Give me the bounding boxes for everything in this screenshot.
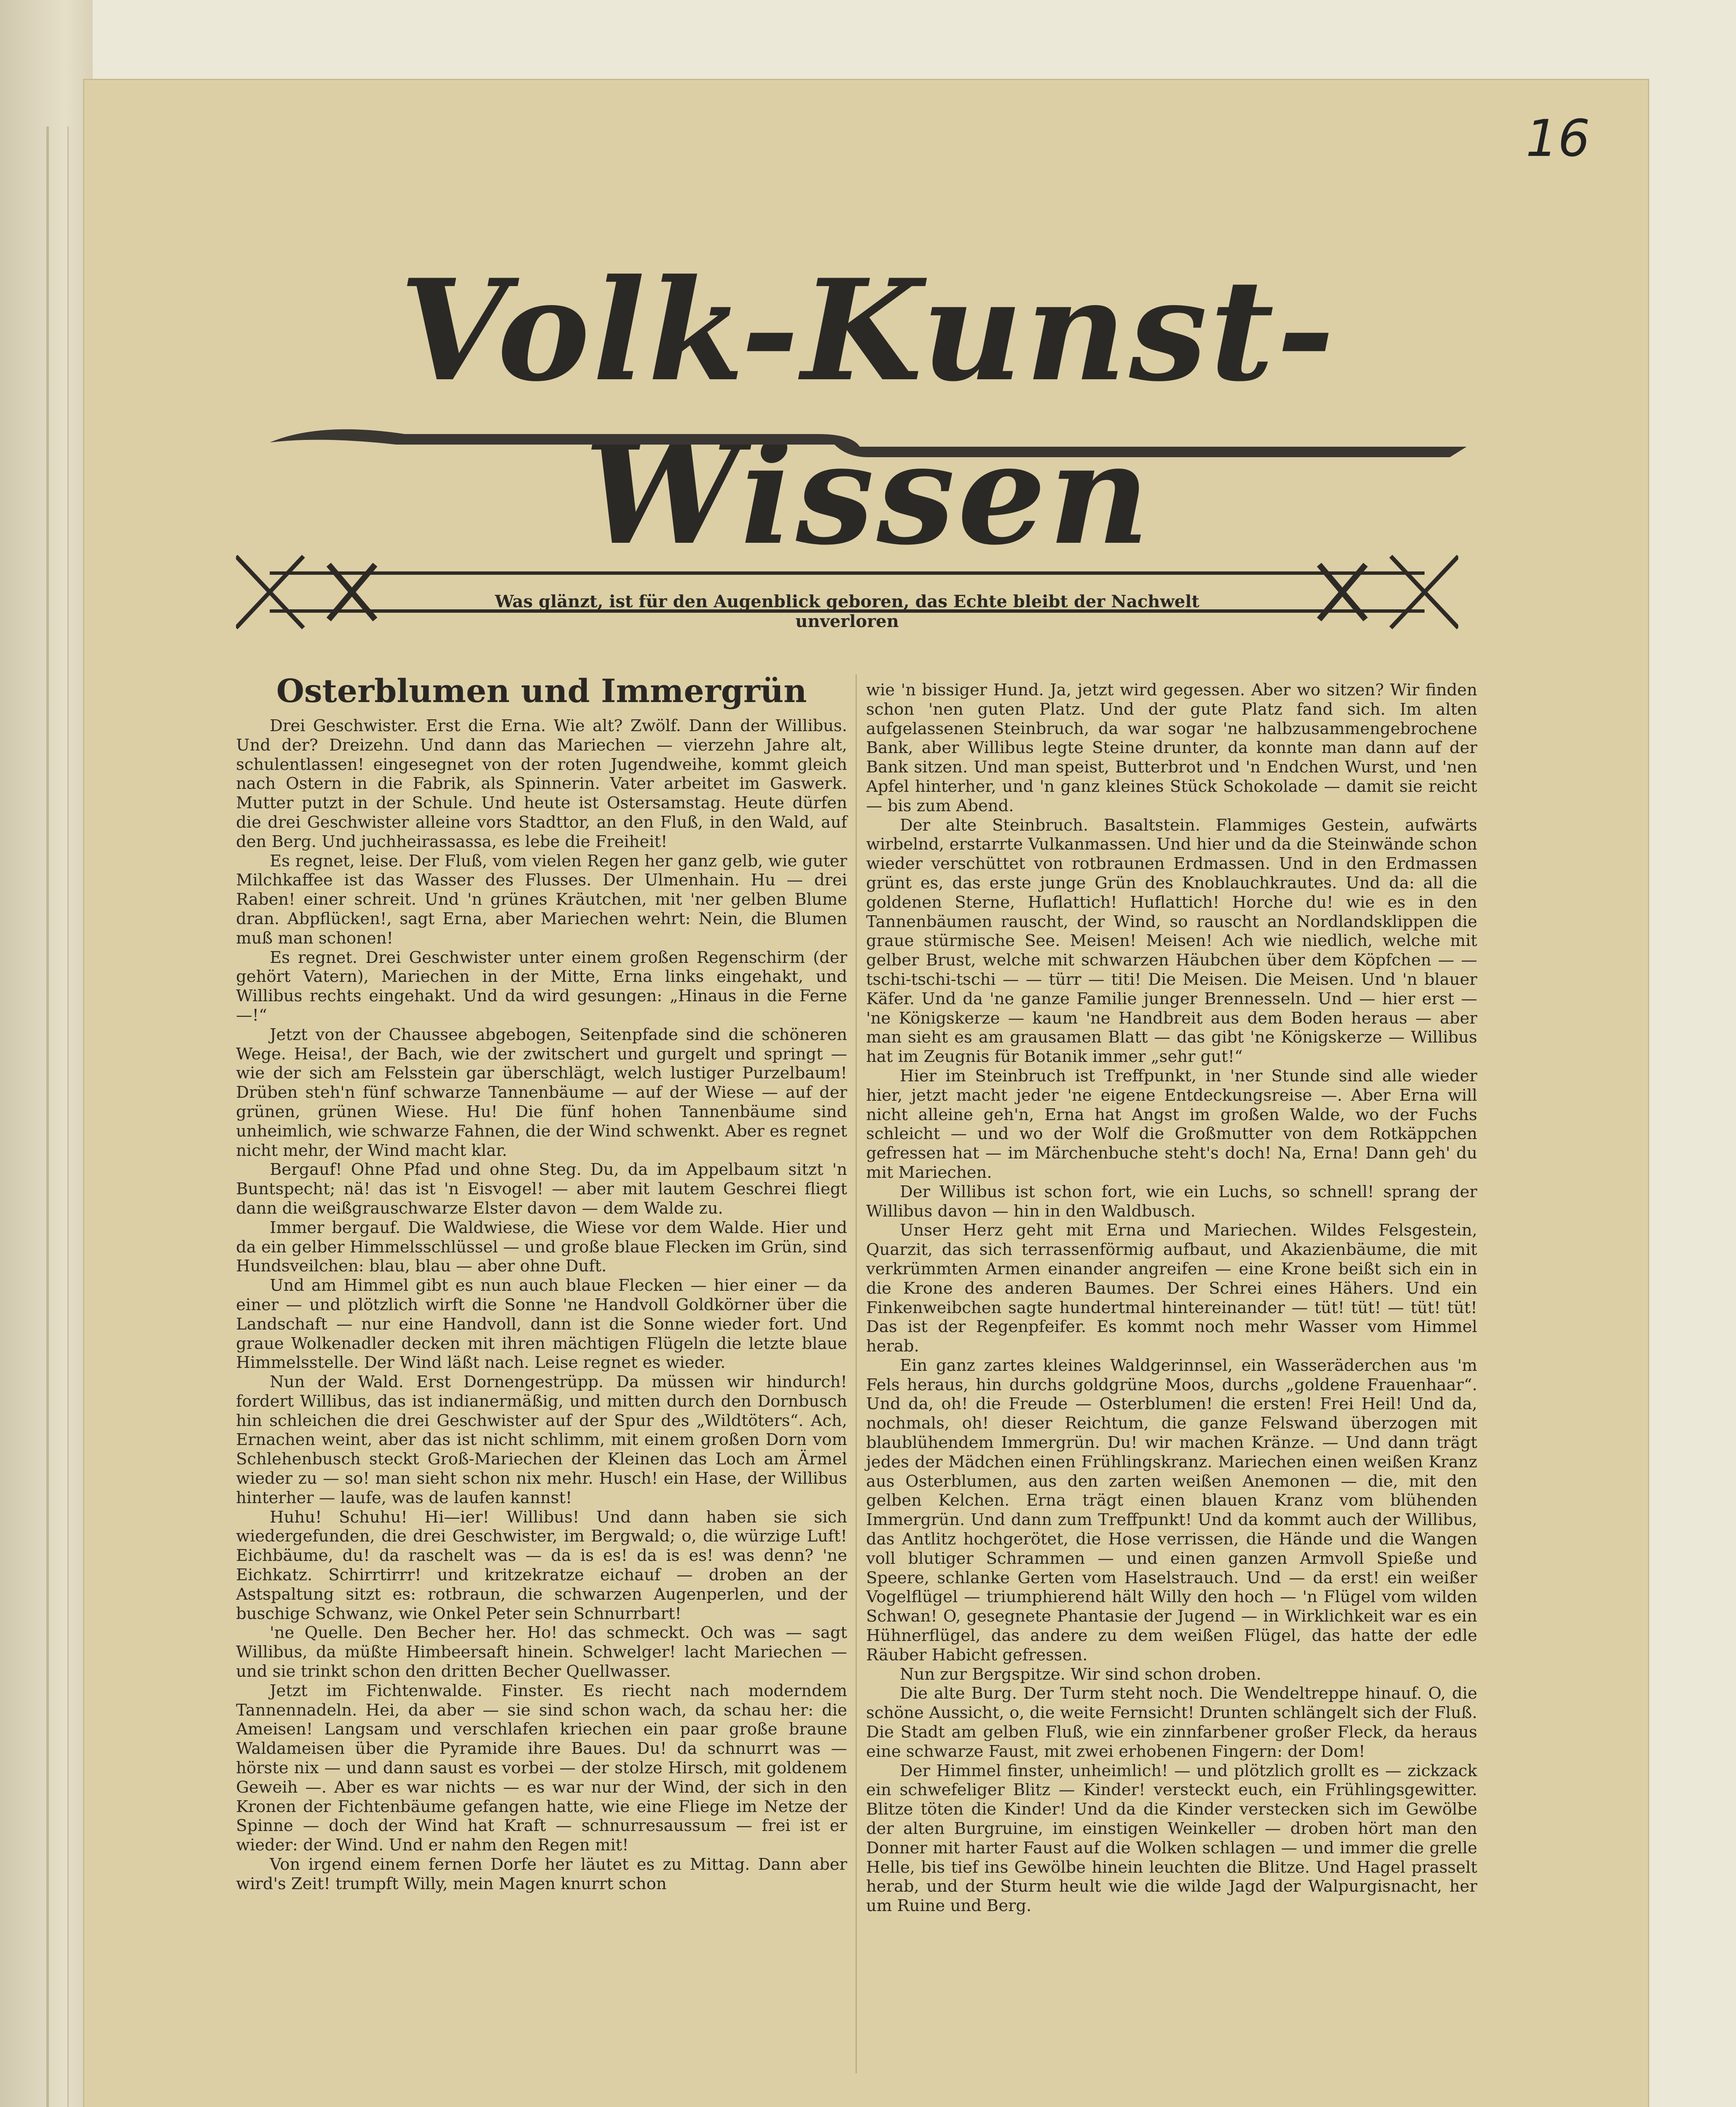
paragraph: Ein ganz zartes kleines Waldgerinnsel, ein Wasseräderchen aus 'm Fels heraus, hin durchs goldgrüne Moos, durchs „goldene Frauenhaar“. Und da, oh! die Freude — Osterblumen! die ersten! Frei Heil! Und da, nochmals, oh! dieser Reichtum, die ganze Felswand überzogen mit blaublühendem Immergrün. Du! wir machen Kränze. — Und dann trägt jedes der Mädchen einen Frühlingskranz. Mariechen einen weißen Kranz aus Osterblumen, aus den zarten weißen Anemonen — die, mit den gelben Kelchen. Erna trägt einen blauen Kranz vom blühenden Immergrün. Und dann zum Treffpunkt! Und da kommt auch der Willibus, das Antlitz hochgerötet, die Hose verrissen, die Hände und die Wangen voll blutiger Schrammen — und einen ganzen Armvoll Spieße und Speere, schlanke Gerten vom Haselstrauch. Und — da erst! ein weißer Vogelflügel — triumphierend hält Willy den hoch — 'n Flügel vom wilden Schwan! O, gesegnete Phantasie der Jugend — in Wirklichkeit war es ein Hühnerflügel, das andere zu dem weißen Flügel, das hatte der edle Räuber Habicht gefressen. xyxy=(866,1356,1477,1665)
masthead-motto: Was glänzt, ist für den Augenblick geboren, das Echte bleibt der Nachwelt unverloren xyxy=(495,592,1199,631)
paragraph: Huhu! Schuhu! Hi—ier! Willibus! Und dann haben sie sich wiedergefunden, die drei Geschwister, im Bergwald; o, die würzige Luft! Eichbäume, du! da raschelt was — da is es! da is es! was denn? 'ne Eichkatz. Schirrtirrr! und kritzekratze eichauf — droben an der Astspaltung sitzt es: rotbraun, die schwarzen Augenperlen, und der buschige Schwanz, wie Onkel Peter sein Schnurrbart! xyxy=(236,1507,847,1623)
paragraph: Hier im Steinbruch ist Treffpunkt, in 'ner Stunde sind alle wieder hier, jetzt macht jeder 'ne eigene Entdeckungsreise —. Aber Erna will nicht alleine geh'n, Erna hat Angst im großen Walde, wo der Fuchs schleicht — und wo der Wolf die Großmutter von dem Rotkäppchen gefressen hat — im Märchenbuche steht's doch! Na, Erna! Dann geh' du mit Mariechen. xyxy=(866,1066,1477,1182)
paragraph: Nun zur Bergspitze. Wir sind schon droben. xyxy=(900,1665,1261,1684)
paragraph: Der Himmel finster, unheimlich! — und plötzlich grollt es — zickzack ein schwefeliger Blitz — Kinder! versteckt euch, ein Frühlingsgewitter. Blitze töten die Kinder! Und da die Kinder verstecken sich im Gewölbe der alten Burgruine, im einstigen Weinkeller — droben hört man den Donner mit harter Faust auf die Wolken schlagen — und immer die grelle Helle, bis tief ins Gewölbe hinein leuchten die Blitze. Und Hagel prasselt herab, und der Sturm heult wie die wilde Jagd der Walpurgisnacht, her um Ruine und Berg. xyxy=(866,1761,1477,1916)
scan-background-left xyxy=(0,0,93,2107)
binding-strip xyxy=(38,126,89,2107)
paragraph: Drei Geschwister. Erst die Erna. Wie alt? Zwölf. Dann der Willibus. Und der? Dreizehn. Und dann das Mariechen — vierzehn Jahre alt, schulentlassen! eingesegnet von der roten Jugendweihe, kommt gleich nach Ostern in die Fabrik, als Spinnerin. Vater arbeitet im Gaswerk. Mutter putzt in der Schule. Und heute ist Ostersamstag. Heute dürfen die drei Geschwister alleine vors Stadttor, an den Fluß, in den Wald, auf den Berg. Und juchheirassassa, es lebe die Freiheit! xyxy=(236,716,847,851)
banner-ribbon xyxy=(270,417,1467,464)
paragraph: Immer bergauf. Die Waldwiese, die Wiese vor dem Walde. Hier und da ein gelber Himmelsschlüssel — und große blaue Flecken im Grün, sind Hundsveilchen: blau, blau — aber ohne Duft. xyxy=(236,1218,847,1276)
paragraph: wie 'n bissiger Hund. Ja, jetzt wird gegessen. Aber wo sitzen? Wir finden schon 'nen guten Platz. Und der gute Platz fand sich. Im alten aufgelassenen Steinbruch, da war sogar 'ne halbzusammengebrochene Bank, aber Willibus legte Steine drunter, da konnte man dann auf der Bank sitzen. Und man speist, Butterbrot und 'n Endchen Wurst, und 'nen Apfel hinterher, und 'n ganz kleines Stück Schokolade — damit sie reicht — bis zum Abend. xyxy=(866,681,1477,815)
paragraph: 'ne Quelle. Den Becher her. Ho! das schmeckt. Och was — sagt Willibus, da müßte Himbeersaft hinein. Schwelger! lacht Mariechen — und sie trinkt schon den dritten Becher Quellwasser. xyxy=(236,1623,847,1681)
paragraph: Die alte Burg. Der Turm steht noch. Die Wendeltreppe hinauf. O, die schöne Aussicht, o, die weite Fernsicht! Drunten schlängelt sich der Fluß. Die Stadt am gelben Fluß, wie ein zinnfarbener großer Fleck, da heraus eine schwarze Faust, mit zwei erhobenen Fingern: der Dom! xyxy=(866,1684,1477,1761)
paragraph: Und am Himmel gibt es nun auch blaue Flecken — hier einer — da einer — und plötzlich wirft die Sonne 'ne Handvoll Goldkörner über die Landschaft — nur eine Handvoll, dann ist die Sonne wieder fort. Und graue Wolkenadler decken mit ihren mächtigen Flügeln die letzte blaue Himmelsstelle. Der Wind läßt nach. Leise regnet es wieder. xyxy=(236,1276,847,1372)
article-headline: Osterblumen und Immergrün xyxy=(276,672,807,710)
paragraph: Der Willibus ist schon fort, wie ein Luchs, so schnell! sprang der Willibus davon — hin in den Waldbusch. xyxy=(866,1182,1477,1221)
page-number: 16 xyxy=(1526,110,1590,168)
paragraph: Jetzt von der Chaussee abgebogen, Seitenpfade sind die schöneren Wege. Heisa!, der Bach, wie der zwitschert und gurgelt und springt — wie der sich am Felsstein gar überschlägt, welch lustiger Purzelbaum! Drüben steh'n fünf schwarze Tannenbäume — auf der Wiese — auf der grünen, grünen Wiese. Hu! Die fünf hohen Tannenbäume sind unheimlich, wie schwarze Fahnen, die der Wind schwenkt. Aber es regnet nicht mehr, der Wind macht klar. xyxy=(236,1025,847,1160)
paragraph: Nun der Wald. Erst Dornengestrüpp. Da müssen wir hindurch! fordert Willibus, das ist indianermäßig, und mitten durch den Dornbusch hin schleichen die drei Geschwister auf der Spur des „Wildtöters“. Ach, Ernachen weint, aber das ist nicht schlimm, mit einem großen Dorn vom Schlehenbusch steckt Groß-Mariechen der Kleinen das Loch am Ärmel wieder zu — so! man sieht schon nix mehr. Husch! ein Hase, der Willibus hinterher — laufe, was de laufen kannst! xyxy=(236,1372,847,1507)
article-column-left xyxy=(236,716,847,1894)
paragraph: Bergauf! Ohne Pfad und ohne Steg. Du, da im Appelbaum sitzt 'n Buntspecht; nä! das ist 'n Eisvogel! — aber mit lautem Geschrei fliegt dann die weißgrauschwarze Elster davon — dem Walde zu. xyxy=(236,1160,847,1218)
article-column-right xyxy=(866,681,1477,1916)
paragraph: Jetzt im Fichtenwalde. Finster. Es riecht nach moderndem Tannennadeln. Hei, da aber — sie sind schon wach, da schau her: die Ameisen! Langsam und verschlafen kriechen ein paar große braune Waldameisen über die Pyramide ihre Baues. Du! da schnurrt was — hörste nix — und dann saust es vorbei — der stolze Hirsch, mit goldenem Geweih —. Aber es war nichts — es war nur der Wind, der sich in den Kronen der Fichtenbäume gefangen hatte, wie eine Fliege im Netze der Spinne — doch der Wind hat Kraft — schnurresaussum — frei ist er wieder: der Wind. Und er nahm den Regen mit! xyxy=(236,1681,847,1855)
paragraph: Es regnet, leise. Der Fluß, vom vielen Regen her ganz gelb, wie guter Milchkaffee ist das Wasser des Flusses. Der Ulmenhain. Hu — drei Raben! einer schreit. Und 'n grünes Kräutchen, mit 'ner gelben Blume dran. Abpflücken!, sagt Erna, aber Mariechen wehrt: Nein, die Blumen muß man schonen! xyxy=(236,851,847,948)
paragraph: Der alte Steinbruch. Basaltstein. Flammiges Gestein, aufwärts wirbelnd, erstarrte Vulkanmassen. Und hier und da die Steinwände schon wieder verschüttet von rotbraunen Erdmassen. Und in den Erdmassen grünt es, das erste junge Grün des Knoblauchkrautes. Und da: all die goldenen Sterne, Huflattich! Huflattich! Horche du! wie es in den Tannenbäumen rauscht, der Wind, so rauscht an Nordlandsklippen die graue stürmische See. Meisen! Meisen! Ach wie niedlich, welche mit gelber Brust, welche mit schwarzen Häubchen über dem Köpfchen — — tschi-tschi-tschi — — türr — titi! Die Meisen. Die Meisen. Und 'n blauer Käfer. Und da 'ne ganze Familie junger Brennesseln. Und — hier erst — 'ne Königskerze — kaum 'ne Handbreit aus dem Boden heraus — aber man sieht es am grausamen Blatt — das gibt 'ne Königskerze — Willibus hat im Zeugnis für Botanik immer „sehr gut!“ xyxy=(866,815,1477,1067)
paragraph: Von irgend einem fernen Dorfe her läutet es zu Mittag. Dann aber wird's Zeit! trumpft Willy, mein Magen knurrt schon xyxy=(236,1855,847,1893)
paragraph: Unser Herz geht mit Erna und Mariechen. Wildes Felsgestein, Quarzit, das sich terrassenförmig aufbaut, und Akazienbäume, die mit verkrümmten Armen einander angreifen — eine Krone beißt sich ein in die Krone des anderen Baumes. Der Schrei eines Hähers. Und ein Finkenweibchen sagte hundertmal hintereinander — tüt! tüt! — tüt! tüt! Das ist der Regenpfeifer. Es kommt noch mehr Wasser vom Himmel herab. xyxy=(866,1221,1477,1356)
masthead-title: Volk-Kunst-Wissen xyxy=(399,249,1337,576)
masthead xyxy=(270,236,1467,576)
column-divider xyxy=(856,674,857,2073)
paragraph: Es regnet. Drei Geschwister unter einem großen Regenschirm (der gehört Vatern), Mariechen in der Mitte, Erna links eingehakt, und Willibus rechts eingehakt. Und da wird gesungen: „Hinaus in die Ferne —!“ xyxy=(236,948,847,1025)
